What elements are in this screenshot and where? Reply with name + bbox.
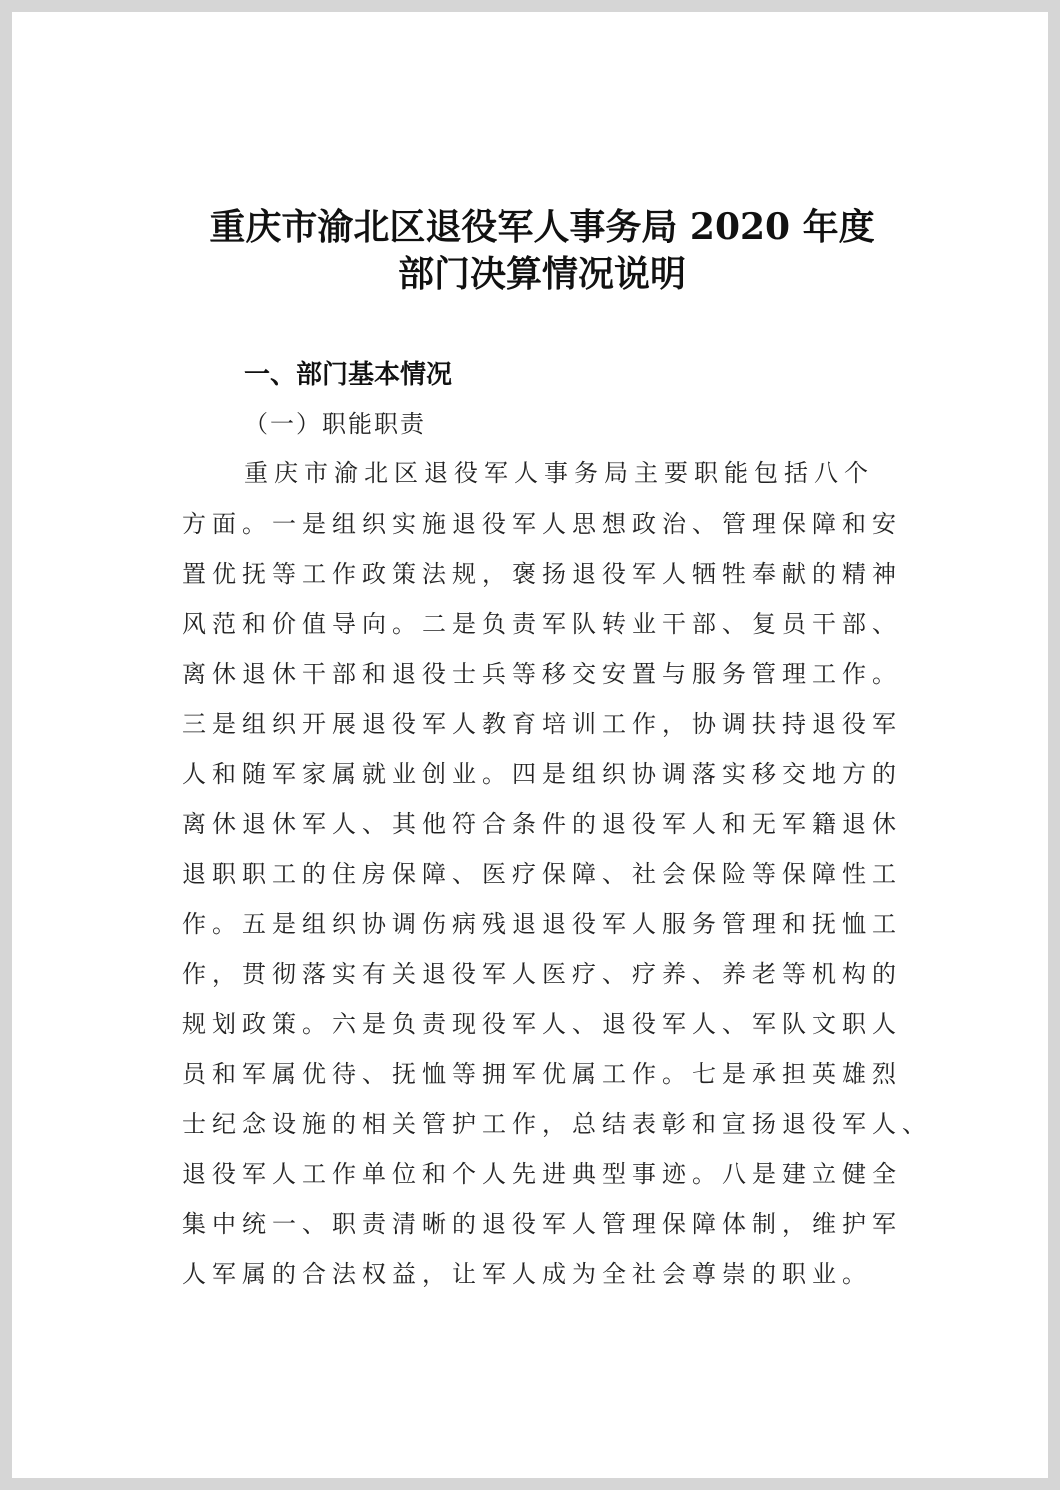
paragraph-line: 人军属的合法权益，让军人成为全社会尊崇的职业。 [182,1260,872,1288]
paragraph-line: 风范和价值导向。二是负责军队转业干部、复员干部、 [182,610,902,638]
paragraph-line: 作，贯彻落实有关退役军人医疗、疗养、养老等机构的 [182,960,902,988]
subsection-heading: （一）职能职责 [244,410,426,438]
paragraph-line: 人和随军家属就业创业。四是组织协调落实移交地方的 [182,760,902,788]
paragraph-line: 重庆市渝北区退役军人事务局主要职能包括八个 [244,459,874,487]
paragraph-line: 退职职工的住房保障、医疗保障、社会保险等保障性工 [182,860,902,888]
document-title-line-1: 重庆市渝北区退役军人事务局 2020 年度 [209,206,875,248]
paragraph-line: 士纪念设施的相关管护工作，总结表彰和宣扬退役军人、 [182,1110,932,1138]
paragraph-line: 置优抚等工作政策法规，褒扬退役军人牺牲奉献的精神 [182,560,902,588]
paragraph-line: 员和军属优待、抚恤等拥军优属工作。七是承担英雄烈 [182,1060,902,1088]
section-heading: 一、部门基本情况 [244,360,453,390]
paragraph-line: 规划政策。六是负责现役军人、退役军人、军队文职人 [182,1010,902,1038]
paragraph-line: 退役军人工作单位和个人先进典型事迹。八是建立健全 [182,1160,902,1188]
paragraph-line: 作。五是组织协调伤病残退退役军人服务管理和抚恤工 [182,910,902,938]
paragraph-line: 方面。一是组织实施退役军人思想政治、管理保障和安 [182,510,902,538]
paragraph-line: 离休退休干部和退役士兵等移交安置与服务管理工作。 [182,660,902,688]
document-title-line-2: 部门决算情况说明 [397,253,686,295]
paragraph-line: 三是组织开展退役军人教育培训工作，协调扶持退役军 [182,710,902,738]
paragraph-line: 集中统一、职责清晰的退役军人管理保障体制，维护军 [182,1210,902,1238]
paragraph-line: 离休退休军人、其他符合条件的退役军人和无军籍退休 [182,810,902,838]
